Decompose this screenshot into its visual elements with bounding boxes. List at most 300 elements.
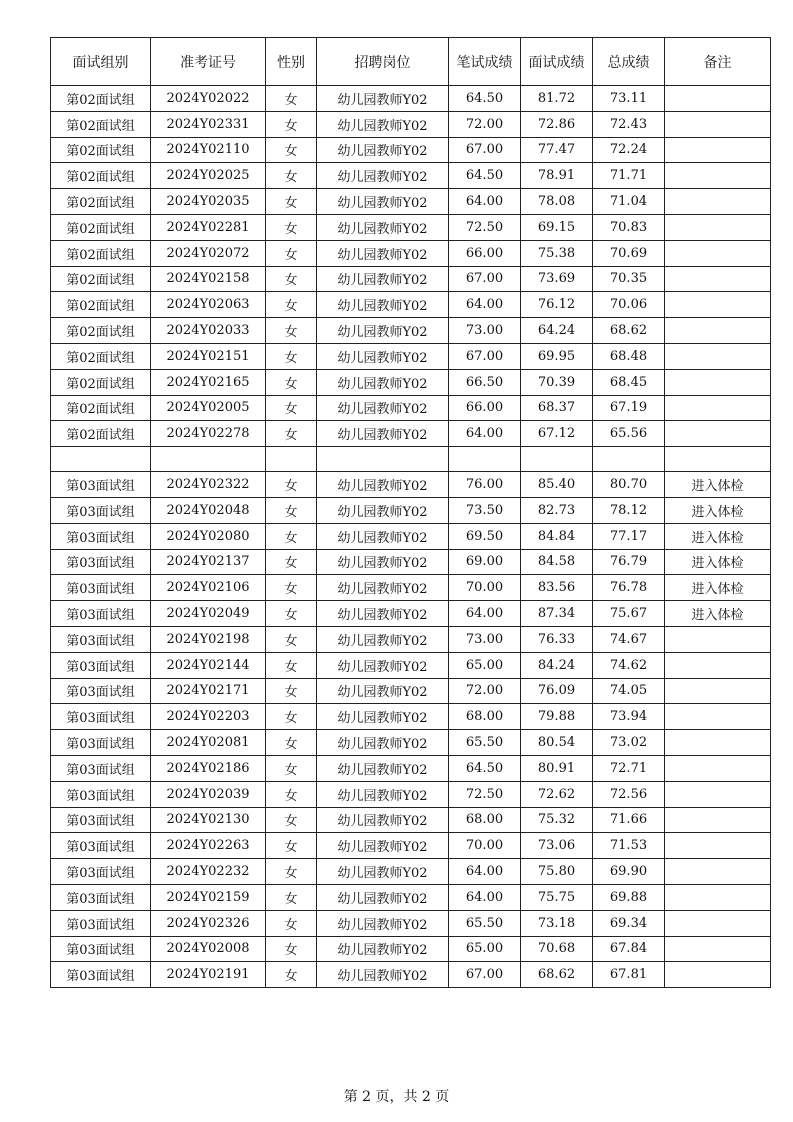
cell-gender: 女 xyxy=(266,755,317,781)
cell-gender: 女 xyxy=(266,395,317,421)
cell-gender: 女 xyxy=(266,472,317,498)
cell-total-score: 73.11 xyxy=(593,86,665,112)
cell-interview-score: 87.34 xyxy=(521,601,593,627)
cell-exam-number: 2024Y02263 xyxy=(151,833,266,859)
cell-position: 幼儿园教师Y02 xyxy=(317,318,449,344)
cell-position: 幼儿园教师Y02 xyxy=(317,395,449,421)
cell-exam-number: 2024Y02137 xyxy=(151,549,266,575)
table-row xyxy=(51,266,771,292)
table-row xyxy=(51,781,771,807)
cell-written-score: 72.00 xyxy=(449,678,521,704)
cell-gender: 女 xyxy=(266,137,317,163)
cell-interview-group: 第02面试组 xyxy=(51,343,151,369)
cell-interview-score: 84.84 xyxy=(521,523,593,549)
cell-exam-number: 2024Y02281 xyxy=(151,214,266,240)
cell-interview-group: 第03面试组 xyxy=(51,730,151,756)
cell-position: 幼儿园教师Y02 xyxy=(317,936,449,962)
table-row xyxy=(51,163,771,189)
cell-remarks: 进入体检 xyxy=(665,549,771,575)
cell-interview-score: 80.54 xyxy=(521,730,593,756)
cell-remarks xyxy=(665,730,771,756)
cell-gender: 女 xyxy=(266,189,317,215)
cell-total-score: 74.05 xyxy=(593,678,665,704)
blank-cell xyxy=(151,447,266,472)
cell-interview-score: 76.09 xyxy=(521,678,593,704)
cell-interview-group: 第02面试组 xyxy=(51,266,151,292)
cell-position: 幼儿园教师Y02 xyxy=(317,884,449,910)
cell-position: 幼儿园教师Y02 xyxy=(317,601,449,627)
cell-total-score: 71.71 xyxy=(593,163,665,189)
cell-gender: 女 xyxy=(266,884,317,910)
cell-gender: 女 xyxy=(266,421,317,447)
cell-gender: 女 xyxy=(266,318,317,344)
cell-written-score: 66.50 xyxy=(449,369,521,395)
header-gender: 性别 xyxy=(266,38,317,86)
cell-exam-number: 2024Y02130 xyxy=(151,807,266,833)
cell-gender: 女 xyxy=(266,678,317,704)
table-row xyxy=(51,549,771,575)
cell-interview-score: 68.37 xyxy=(521,395,593,421)
cell-interview-group: 第02面试组 xyxy=(51,240,151,266)
cell-exam-number: 2024Y02144 xyxy=(151,652,266,678)
table-row xyxy=(51,137,771,163)
cell-written-score: 65.00 xyxy=(449,936,521,962)
blank-cell xyxy=(593,447,665,472)
cell-gender: 女 xyxy=(266,962,317,988)
cell-written-score: 66.00 xyxy=(449,395,521,421)
table-row xyxy=(51,962,771,988)
cell-remarks xyxy=(665,910,771,936)
cell-exam-number: 2024Y02159 xyxy=(151,884,266,910)
cell-total-score: 71.04 xyxy=(593,189,665,215)
cell-interview-group: 第03面试组 xyxy=(51,807,151,833)
cell-total-score: 70.06 xyxy=(593,292,665,318)
cell-total-score: 69.88 xyxy=(593,884,665,910)
cell-position: 幼儿园教师Y02 xyxy=(317,704,449,730)
table-row xyxy=(51,240,771,266)
table-body xyxy=(51,86,771,988)
table-row xyxy=(51,755,771,781)
cell-position: 幼儿园教师Y02 xyxy=(317,111,449,137)
cell-written-score: 64.50 xyxy=(449,86,521,112)
cell-total-score: 67.81 xyxy=(593,962,665,988)
cell-position: 幼儿园教师Y02 xyxy=(317,189,449,215)
table-header-row xyxy=(51,38,771,86)
cell-exam-number: 2024Y02186 xyxy=(151,755,266,781)
cell-interview-group: 第03面试组 xyxy=(51,962,151,988)
cell-remarks xyxy=(665,421,771,447)
cell-gender: 女 xyxy=(266,807,317,833)
table-row xyxy=(51,111,771,137)
cell-interview-group: 第03面试组 xyxy=(51,549,151,575)
cell-total-score: 71.53 xyxy=(593,833,665,859)
cell-written-score: 67.00 xyxy=(449,962,521,988)
cell-remarks xyxy=(665,859,771,885)
cell-interview-group: 第03面试组 xyxy=(51,859,151,885)
cell-written-score: 69.00 xyxy=(449,549,521,575)
table-row xyxy=(51,936,771,962)
cell-position: 幼儿园教师Y02 xyxy=(317,137,449,163)
cell-position: 幼儿园教师Y02 xyxy=(317,214,449,240)
cell-exam-number: 2024Y02110 xyxy=(151,137,266,163)
cell-interview-score: 84.58 xyxy=(521,549,593,575)
cell-exam-number: 2024Y02322 xyxy=(151,472,266,498)
cell-gender: 女 xyxy=(266,523,317,549)
cell-position: 幼儿园教师Y02 xyxy=(317,86,449,112)
cell-written-score: 67.00 xyxy=(449,343,521,369)
cell-written-score: 68.00 xyxy=(449,704,521,730)
cell-interview-score: 70.39 xyxy=(521,369,593,395)
cell-written-score: 73.50 xyxy=(449,497,521,523)
cell-remarks: 进入体检 xyxy=(665,601,771,627)
cell-remarks xyxy=(665,189,771,215)
table-row xyxy=(51,497,771,523)
cell-gender: 女 xyxy=(266,781,317,807)
cell-interview-score: 69.15 xyxy=(521,214,593,240)
cell-total-score: 69.34 xyxy=(593,910,665,936)
cell-written-score: 72.50 xyxy=(449,214,521,240)
cell-exam-number: 2024Y02035 xyxy=(151,189,266,215)
cell-written-score: 64.00 xyxy=(449,859,521,885)
cell-exam-number: 2024Y02203 xyxy=(151,704,266,730)
cell-remarks xyxy=(665,111,771,137)
cell-written-score: 73.00 xyxy=(449,318,521,344)
cell-position: 幼儿园教师Y02 xyxy=(317,240,449,266)
cell-remarks xyxy=(665,163,771,189)
cell-interview-score: 72.86 xyxy=(521,111,593,137)
table-row xyxy=(51,318,771,344)
cell-exam-number: 2024Y02025 xyxy=(151,163,266,189)
cell-interview-score: 75.75 xyxy=(521,884,593,910)
cell-remarks xyxy=(665,395,771,421)
table-row xyxy=(51,884,771,910)
cell-exam-number: 2024Y02278 xyxy=(151,421,266,447)
page-number: 第 2 页，共 2 页 xyxy=(343,1089,450,1105)
cell-position: 幼儿园教师Y02 xyxy=(317,962,449,988)
cell-total-score: 68.62 xyxy=(593,318,665,344)
cell-remarks xyxy=(665,266,771,292)
cell-interview-score: 75.32 xyxy=(521,807,593,833)
cell-interview-score: 75.38 xyxy=(521,240,593,266)
cell-interview-score: 76.33 xyxy=(521,626,593,652)
cell-interview-group: 第03面试组 xyxy=(51,497,151,523)
cell-interview-group: 第03面试组 xyxy=(51,936,151,962)
cell-interview-score: 67.12 xyxy=(521,421,593,447)
cell-total-score: 67.19 xyxy=(593,395,665,421)
cell-remarks xyxy=(665,884,771,910)
group-separator-row xyxy=(51,447,771,472)
cell-gender: 女 xyxy=(266,111,317,137)
cell-total-score: 73.02 xyxy=(593,730,665,756)
blank-cell xyxy=(521,447,593,472)
cell-remarks xyxy=(665,343,771,369)
cell-total-score: 76.78 xyxy=(593,575,665,601)
cell-total-score: 74.62 xyxy=(593,652,665,678)
table-row xyxy=(51,910,771,936)
cell-interview-score: 64.24 xyxy=(521,318,593,344)
header-interview-score: 面试成绩 xyxy=(521,38,593,86)
cell-interview-group: 第03面试组 xyxy=(51,626,151,652)
cell-interview-group: 第02面试组 xyxy=(51,163,151,189)
cell-written-score: 65.50 xyxy=(449,910,521,936)
table-row xyxy=(51,421,771,447)
cell-interview-group: 第03面试组 xyxy=(51,910,151,936)
cell-interview-group: 第02面试组 xyxy=(51,318,151,344)
cell-interview-score: 73.69 xyxy=(521,266,593,292)
cell-interview-score: 83.56 xyxy=(521,575,593,601)
cell-gender: 女 xyxy=(266,936,317,962)
cell-remarks xyxy=(665,369,771,395)
header-interview-group: 面试组别 xyxy=(51,38,151,86)
cell-written-score: 76.00 xyxy=(449,472,521,498)
cell-total-score: 75.67 xyxy=(593,601,665,627)
cell-total-score: 72.24 xyxy=(593,137,665,163)
cell-exam-number: 2024Y02008 xyxy=(151,936,266,962)
table-row xyxy=(51,86,771,112)
cell-total-score: 72.56 xyxy=(593,781,665,807)
cell-position: 幼儿园教师Y02 xyxy=(317,549,449,575)
cell-remarks xyxy=(665,318,771,344)
cell-remarks: 进入体检 xyxy=(665,575,771,601)
cell-interview-score: 68.62 xyxy=(521,962,593,988)
cell-total-score: 73.94 xyxy=(593,704,665,730)
cell-position: 幼儿园教师Y02 xyxy=(317,652,449,678)
cell-exam-number: 2024Y02232 xyxy=(151,859,266,885)
cell-interview-group: 第02面试组 xyxy=(51,189,151,215)
cell-total-score: 68.48 xyxy=(593,343,665,369)
cell-remarks xyxy=(665,781,771,807)
table-row xyxy=(51,807,771,833)
table-row xyxy=(51,343,771,369)
cell-exam-number: 2024Y02158 xyxy=(151,266,266,292)
cell-position: 幼儿园教师Y02 xyxy=(317,292,449,318)
cell-written-score: 65.50 xyxy=(449,730,521,756)
cell-remarks: 进入体检 xyxy=(665,497,771,523)
cell-interview-group: 第03面试组 xyxy=(51,652,151,678)
header-total-score: 总成绩 xyxy=(593,38,665,86)
cell-written-score: 70.00 xyxy=(449,833,521,859)
cell-position: 幼儿园教师Y02 xyxy=(317,472,449,498)
cell-interview-group: 第02面试组 xyxy=(51,369,151,395)
cell-written-score: 64.00 xyxy=(449,601,521,627)
blank-cell xyxy=(266,447,317,472)
cell-interview-group: 第02面试组 xyxy=(51,292,151,318)
cell-interview-group: 第02面试组 xyxy=(51,421,151,447)
cell-written-score: 64.50 xyxy=(449,755,521,781)
cell-interview-group: 第02面试组 xyxy=(51,111,151,137)
cell-exam-number: 2024Y02033 xyxy=(151,318,266,344)
table-row xyxy=(51,833,771,859)
cell-written-score: 67.00 xyxy=(449,137,521,163)
cell-exam-number: 2024Y02198 xyxy=(151,626,266,652)
cell-written-score: 64.00 xyxy=(449,189,521,215)
table-row xyxy=(51,859,771,885)
blank-cell xyxy=(449,447,521,472)
cell-interview-score: 78.91 xyxy=(521,163,593,189)
header-remarks: 备注 xyxy=(665,38,771,86)
cell-gender: 女 xyxy=(266,292,317,318)
cell-interview-group: 第03面试组 xyxy=(51,678,151,704)
cell-total-score: 65.56 xyxy=(593,421,665,447)
cell-gender: 女 xyxy=(266,910,317,936)
cell-total-score: 70.83 xyxy=(593,214,665,240)
cell-written-score: 64.00 xyxy=(449,884,521,910)
cell-gender: 女 xyxy=(266,730,317,756)
cell-interview-score: 77.47 xyxy=(521,137,593,163)
cell-position: 幼儿园教师Y02 xyxy=(317,369,449,395)
cell-interview-score: 69.95 xyxy=(521,343,593,369)
cell-written-score: 73.00 xyxy=(449,626,521,652)
cell-position: 幼儿园教师Y02 xyxy=(317,343,449,369)
cell-interview-score: 75.80 xyxy=(521,859,593,885)
blank-cell xyxy=(317,447,449,472)
cell-gender: 女 xyxy=(266,626,317,652)
cell-exam-number: 2024Y02171 xyxy=(151,678,266,704)
cell-position: 幼儿园教师Y02 xyxy=(317,266,449,292)
cell-total-score: 70.69 xyxy=(593,240,665,266)
cell-remarks xyxy=(665,652,771,678)
cell-remarks xyxy=(665,86,771,112)
cell-gender: 女 xyxy=(266,86,317,112)
cell-interview-score: 82.73 xyxy=(521,497,593,523)
cell-remarks xyxy=(665,137,771,163)
header-written-score: 笔试成绩 xyxy=(449,38,521,86)
cell-total-score: 76.79 xyxy=(593,549,665,575)
header-position: 招聘岗位 xyxy=(317,38,449,86)
cell-interview-group: 第03面试组 xyxy=(51,833,151,859)
cell-written-score: 72.50 xyxy=(449,781,521,807)
cell-gender: 女 xyxy=(266,652,317,678)
cell-remarks xyxy=(665,962,771,988)
cell-remarks xyxy=(665,704,771,730)
cell-exam-number: 2024Y02326 xyxy=(151,910,266,936)
cell-position: 幼儿园教师Y02 xyxy=(317,523,449,549)
cell-gender: 女 xyxy=(266,240,317,266)
cell-interview-score: 85.40 xyxy=(521,472,593,498)
cell-interview-score: 73.06 xyxy=(521,833,593,859)
cell-position: 幼儿园教师Y02 xyxy=(317,910,449,936)
cell-interview-score: 80.91 xyxy=(521,755,593,781)
cell-remarks xyxy=(665,214,771,240)
cell-interview-group: 第03面试组 xyxy=(51,704,151,730)
cell-position: 幼儿园教师Y02 xyxy=(317,626,449,652)
cell-position: 幼儿园教师Y02 xyxy=(317,730,449,756)
cell-total-score: 72.43 xyxy=(593,111,665,137)
cell-exam-number: 2024Y02080 xyxy=(151,523,266,549)
cell-exam-number: 2024Y02072 xyxy=(151,240,266,266)
table-row xyxy=(51,523,771,549)
cell-interview-group: 第03面试组 xyxy=(51,472,151,498)
cell-interview-score: 79.88 xyxy=(521,704,593,730)
cell-total-score: 68.45 xyxy=(593,369,665,395)
cell-interview-score: 73.18 xyxy=(521,910,593,936)
cell-position: 幼儿园教师Y02 xyxy=(317,833,449,859)
table-row xyxy=(51,575,771,601)
cell-interview-group: 第03面试组 xyxy=(51,884,151,910)
cell-position: 幼儿园教师Y02 xyxy=(317,497,449,523)
table-row xyxy=(51,395,771,421)
cell-remarks xyxy=(665,292,771,318)
cell-gender: 女 xyxy=(266,575,317,601)
cell-position: 幼儿园教师Y02 xyxy=(317,575,449,601)
cell-position: 幼儿园教师Y02 xyxy=(317,807,449,833)
cell-interview-group: 第02面试组 xyxy=(51,86,151,112)
cell-written-score: 64.00 xyxy=(449,292,521,318)
cell-total-score: 80.70 xyxy=(593,472,665,498)
cell-interview-group: 第02面试组 xyxy=(51,214,151,240)
table-row xyxy=(51,472,771,498)
cell-exam-number: 2024Y02005 xyxy=(151,395,266,421)
cell-position: 幼儿园教师Y02 xyxy=(317,678,449,704)
blank-cell xyxy=(51,447,151,472)
cell-total-score: 70.35 xyxy=(593,266,665,292)
table-row xyxy=(51,214,771,240)
score-table xyxy=(50,37,771,988)
cell-total-score: 77.17 xyxy=(593,523,665,549)
cell-total-score: 74.67 xyxy=(593,626,665,652)
cell-exam-number: 2024Y02081 xyxy=(151,730,266,756)
cell-exam-number: 2024Y02331 xyxy=(151,111,266,137)
cell-gender: 女 xyxy=(266,214,317,240)
cell-total-score: 71.66 xyxy=(593,807,665,833)
cell-exam-number: 2024Y02022 xyxy=(151,86,266,112)
cell-gender: 女 xyxy=(266,497,317,523)
cell-written-score: 69.50 xyxy=(449,523,521,549)
cell-exam-number: 2024Y02049 xyxy=(151,601,266,627)
cell-interview-score: 78.08 xyxy=(521,189,593,215)
cell-exam-number: 2024Y02191 xyxy=(151,962,266,988)
cell-exam-number: 2024Y02039 xyxy=(151,781,266,807)
table-row xyxy=(51,652,771,678)
cell-position: 幼儿园教师Y02 xyxy=(317,859,449,885)
cell-position: 幼儿园教师Y02 xyxy=(317,755,449,781)
table-row xyxy=(51,189,771,215)
cell-gender: 女 xyxy=(266,163,317,189)
cell-remarks xyxy=(665,807,771,833)
header-exam-number: 准考证号 xyxy=(151,38,266,86)
cell-gender: 女 xyxy=(266,704,317,730)
cell-written-score: 68.00 xyxy=(449,807,521,833)
table-row xyxy=(51,730,771,756)
cell-interview-score: 81.72 xyxy=(521,86,593,112)
table-row xyxy=(51,292,771,318)
cell-gender: 女 xyxy=(266,266,317,292)
cell-written-score: 67.00 xyxy=(449,266,521,292)
cell-interview-score: 84.24 xyxy=(521,652,593,678)
cell-remarks: 进入体检 xyxy=(665,523,771,549)
cell-remarks xyxy=(665,936,771,962)
table-row xyxy=(51,704,771,730)
table-row xyxy=(51,626,771,652)
cell-total-score: 67.84 xyxy=(593,936,665,962)
cell-exam-number: 2024Y02151 xyxy=(151,343,266,369)
cell-gender: 女 xyxy=(266,601,317,627)
cell-written-score: 70.00 xyxy=(449,575,521,601)
cell-exam-number: 2024Y02165 xyxy=(151,369,266,395)
cell-exam-number: 2024Y02106 xyxy=(151,575,266,601)
cell-interview-group: 第02面试组 xyxy=(51,395,151,421)
cell-gender: 女 xyxy=(266,369,317,395)
cell-gender: 女 xyxy=(266,833,317,859)
cell-interview-group: 第03面试组 xyxy=(51,755,151,781)
cell-written-score: 64.00 xyxy=(449,421,521,447)
cell-remarks xyxy=(665,833,771,859)
cell-position: 幼儿园教师Y02 xyxy=(317,781,449,807)
cell-total-score: 78.12 xyxy=(593,497,665,523)
cell-interview-group: 第03面试组 xyxy=(51,523,151,549)
cell-remarks xyxy=(665,626,771,652)
cell-interview-group: 第03面试组 xyxy=(51,601,151,627)
